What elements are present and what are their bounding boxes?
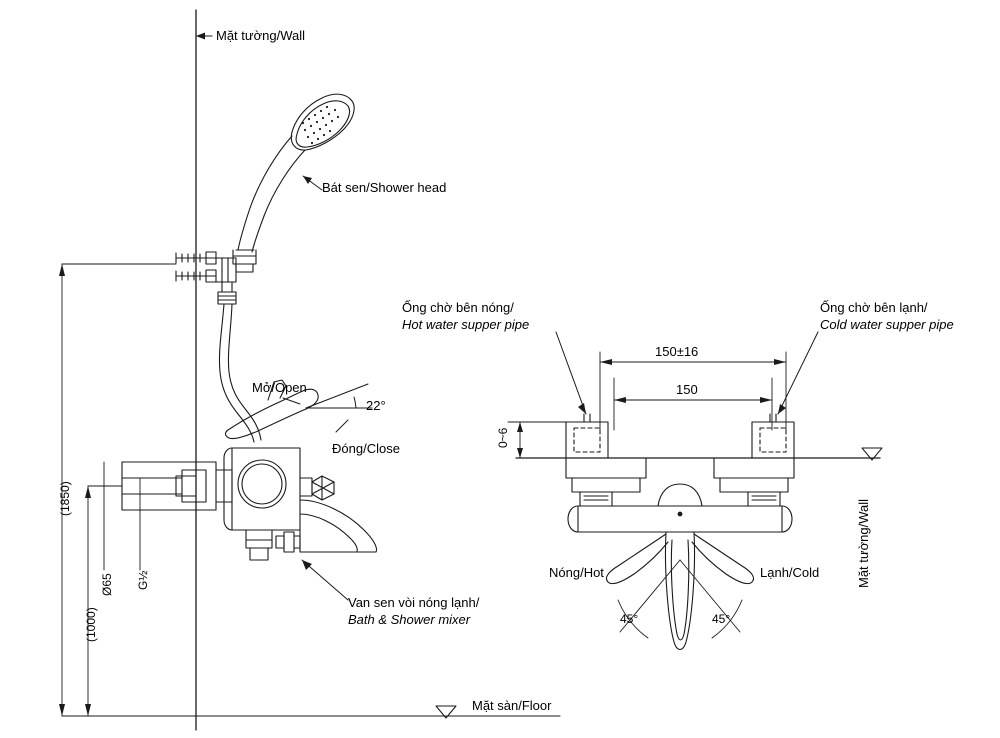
label-hot-pipe-line2: Hot water supper pipe	[402, 317, 530, 332]
label-cold-pipe-line1: Ống chờ bên lạnh/	[820, 300, 928, 315]
label-wall-top: Mặt tường/Wall	[216, 28, 305, 43]
label-floor: Mặt sàn/Floor	[472, 698, 552, 713]
label-angle-22: 22°	[366, 398, 386, 413]
label-shower-head: Bát sen/Shower head	[322, 180, 447, 195]
dimension-150-tolerance: 150±16	[655, 344, 699, 359]
label-wall-right: Mặt tường/Wall	[856, 499, 871, 588]
label-open: Mở/Open	[252, 380, 307, 395]
dimension-1000: (1000)	[84, 607, 98, 642]
dimension-150: 150	[676, 382, 698, 397]
label-mixer-line2: Bath & Shower mixer	[348, 612, 471, 627]
label-mixer-line1: Van sen vòi nóng lạnh/	[348, 595, 480, 610]
dimension-g-half: G½	[136, 570, 150, 590]
label-cold: Lạnh/Cold	[760, 565, 820, 580]
dimension-0-6: 0~6	[496, 427, 510, 448]
label-cold-pipe-line2: Cold water supper pipe	[820, 317, 954, 332]
dimension-diameter-65: Ø65	[100, 573, 114, 596]
dimension-1850: (1850)	[58, 481, 72, 516]
label-close: Đóng/Close	[332, 441, 400, 456]
label-angle-45-left: 45°	[620, 612, 639, 626]
label-angle-45-right: 45°	[712, 612, 731, 626]
label-hot-pipe-line1: Ống chờ bên nóng/	[402, 300, 514, 315]
label-hot: Nóng/Hot	[549, 565, 604, 580]
